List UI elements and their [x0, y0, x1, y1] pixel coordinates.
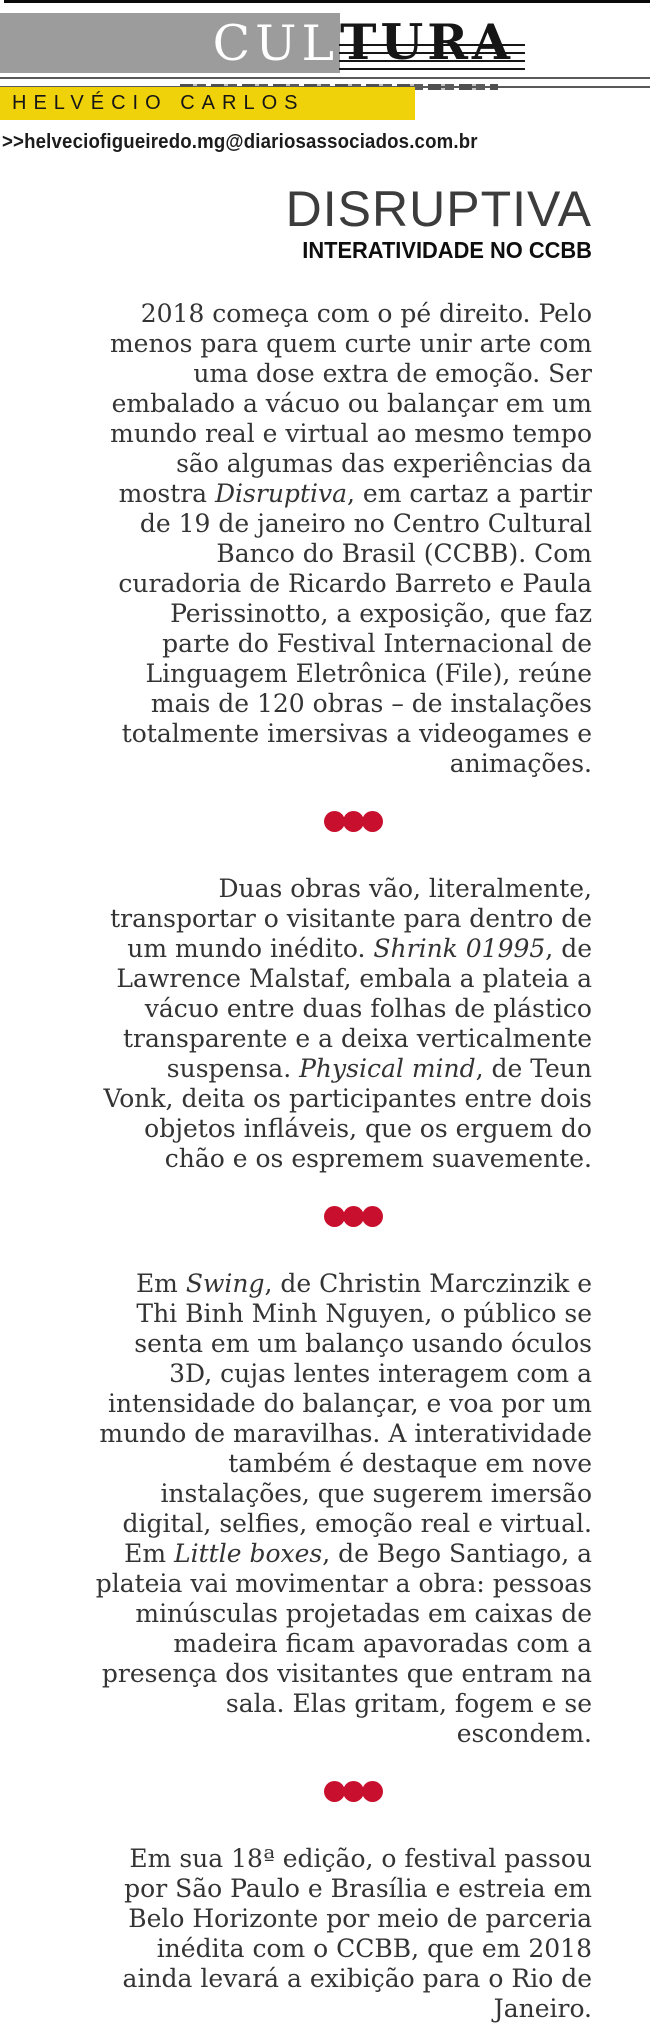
masthead-staff-lines: [339, 13, 525, 73]
red-dot-icon: [324, 1206, 345, 1227]
masthead-section-right: TURA: [340, 13, 514, 71]
red-dot-icon: [362, 1781, 383, 1802]
red-dots-separator: [115, 811, 592, 832]
red-dot-icon: [343, 811, 364, 832]
red-dot-icon: [362, 1206, 383, 1227]
article-subtitle: INTERATIVIDADE NO CCBB: [302, 237, 592, 263]
article-paragraph: 2018 começa com o pé direito. Pelo menos para quem curte unir arte com uma dose extra de emoção. Ser embalado a vácuo ou balançar em um mundo real e virtual ao mesmo tempo são algumas das experiências da mostra Disruptiva, em cartaz a partir de 19 de janeiro no Centro Cultural Banco do Brasil (CCBB). Com curadoria de Ricardo Barreto e Paula Perissinotto, a exposição, que faz parte do Festival Internacional de Linguagem Eletrônica (File), reúne mais de 120 obras – de instalações totalmente imersivas a videogames e animações.: [109, 299, 592, 778]
article-paragraph: Em sua 18ª edição, o festival passou por São Paulo e Brasília e estreia em Belo Horizonte por meio de parceria inédita com o CCBB, que em 2018 ainda levará a exibição para o Rio de Janeiro.: [122, 1844, 592, 2023]
masthead-section-left: CUL: [212, 15, 339, 72]
red-dot-icon: [324, 1781, 345, 1802]
author-highlight-bar: [0, 87, 415, 120]
red-dot-icon: [324, 811, 345, 832]
red-dots-separator: [115, 1781, 592, 1802]
author-email: >>helveciofigueiredo.mg@diariosassociados.com.br: [2, 131, 478, 153]
article-column: [95, 183, 592, 2024]
red-dot-icon: [343, 1781, 364, 1802]
author-name: HELVÉCIO CARLOS: [12, 92, 305, 114]
red-dot-icon: [362, 811, 383, 832]
article-paragraph: Duas obras vão, literalmente, transportar o visitante para dentro de um mundo inédito. Shrink 01995, de Lawrence Malstaf, embala a plateia a vácuo entre duas folhas de plástico transparente e a deixa verticalmente suspensa. Physical mind, de Teun Vonk, deita os participantes entre dois objetos infláveis, que os erguem do chão e os espremem suavemente.: [103, 874, 592, 1173]
article-paragraph: Em Swing, de Christin Marczinzik e Thi Binh Minh Nguyen, o público se senta em um balanço usando óculos 3D, cujas lentes interagem com a intensidade do balançar, e voa por um mundo de maravilhas. A interatividade também é destaque em nove instalações, que sugerem imersão digital, selfies, emoção real e virtual. Em Little boxes, de Bego Santiago, a plateia vai movimentar a obra: pessoas minúsculas projetadas em caixas de madeira ficam apavoradas com a presença dos visitantes que entram na sala. Elas gritam, fogem e se escondem.: [95, 1269, 592, 1748]
red-dots-separator: [115, 1206, 592, 1227]
article-title: DISRUPTIVA: [285, 181, 592, 237]
top-rule: [4, 0, 650, 3]
red-dot-icon: [343, 1206, 364, 1227]
masthead-gray-box: [0, 13, 340, 73]
